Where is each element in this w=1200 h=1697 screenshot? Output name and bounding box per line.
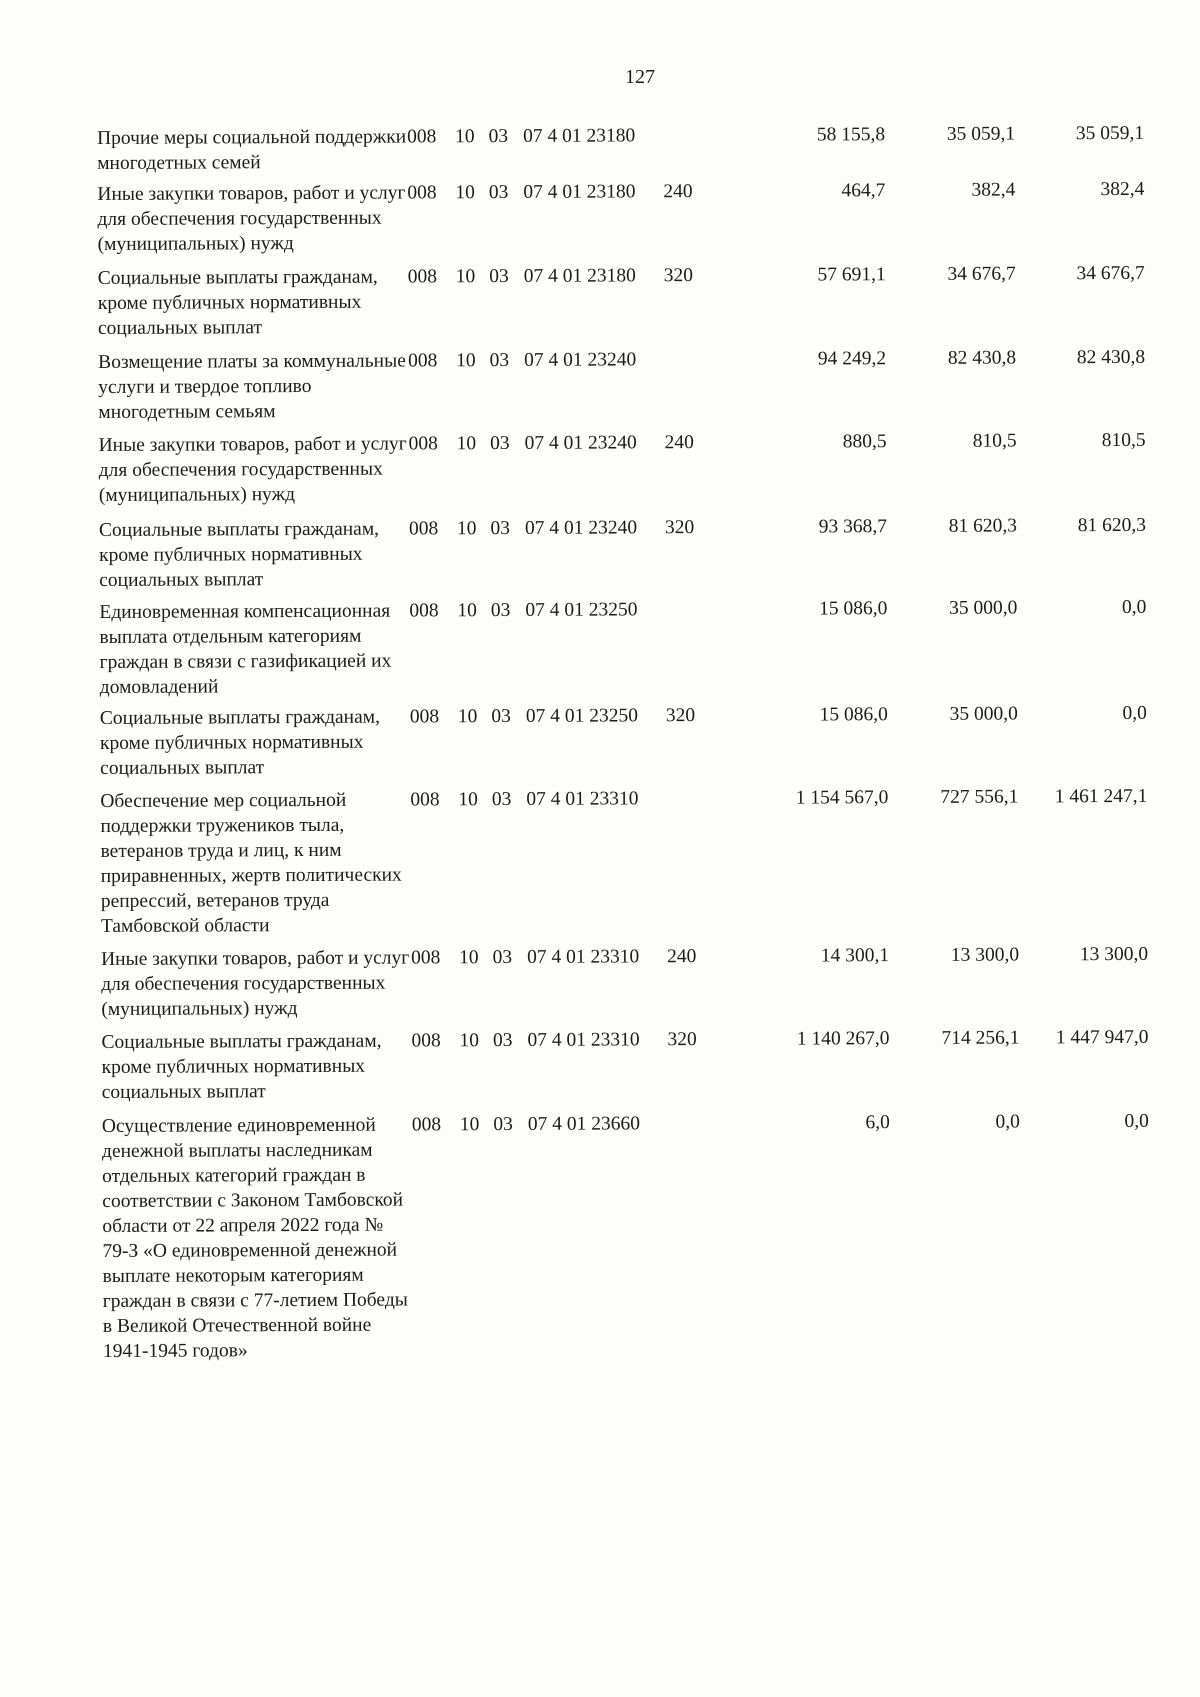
- amount-year-3: 0,0: [1124, 1110, 1149, 1132]
- table-row: [102, 1109, 1193, 1364]
- expense-name: Социальные выплаты гражданам, кроме публичных нормативных социальных выплат: [101, 1030, 382, 1103]
- amount-year-2: 810,5: [972, 430, 1017, 452]
- section-code: 10: [456, 518, 477, 540]
- target-article-code: 07 4 01 23660: [527, 1113, 641, 1135]
- section-code: 10: [455, 266, 476, 288]
- section-subsection-code: [456, 1112, 528, 1137]
- amount-year-1: 6,0: [865, 1112, 890, 1134]
- amount-year-3: 0,0: [1121, 596, 1147, 618]
- target-article-code: 07 4 01 23310: [527, 1029, 640, 1051]
- amount-year-2: 13 300,0: [950, 944, 1020, 966]
- section-code: 10: [459, 947, 479, 969]
- section-code: 10: [456, 350, 476, 372]
- department-code: 008: [411, 947, 441, 969]
- table-body: [97, 121, 1193, 1364]
- amount-year-2: 35 000,0: [949, 597, 1018, 619]
- target-article-code: 07 4 01 23240: [524, 432, 637, 454]
- target-article-code: 07 4 01 23180: [523, 265, 636, 287]
- subsection-code: 03: [491, 788, 512, 811]
- amount-year-1: 464,7: [841, 180, 886, 202]
- subsection-code: 03: [492, 1029, 513, 1052]
- department-code: 008: [409, 706, 440, 728]
- section-subsection-code: [453, 598, 525, 623]
- expense-name: Иные закупки товаров, работ и услуг для обеспечения государственных (муниципальных) нужд: [101, 947, 410, 1020]
- subsection-code: 03: [489, 265, 509, 288]
- amount-year-1: 1 154 567,0: [795, 787, 889, 809]
- amount-year-1: 880,5: [842, 431, 887, 453]
- amount-year-2: 82 430,8: [947, 347, 1017, 369]
- department-code: 008: [408, 433, 438, 455]
- amount-year-3: 81 620,3: [1077, 514, 1147, 537]
- page-number: 127: [625, 66, 655, 88]
- expense-type-code: 240: [664, 432, 694, 454]
- section-subsection-code: [451, 124, 523, 149]
- target-article-code: 07 4 01 23180: [523, 125, 636, 147]
- section-subsection-code: [452, 348, 524, 373]
- expense-name: Социальные выплаты гражданам, кроме публичных нормативных социальных выплат: [97, 266, 378, 339]
- amount-year-2: 35 000,0: [949, 703, 1018, 725]
- subsection-code: 03: [488, 181, 509, 204]
- section-subsection-code: [454, 704, 526, 729]
- section-subsection-code: [452, 264, 524, 289]
- subsection-code: 03: [490, 432, 510, 455]
- target-article-code: 07 4 01 23310: [527, 946, 640, 968]
- table-row: [100, 784, 1191, 939]
- subsection-code: 03: [489, 349, 510, 372]
- section-code: 10: [459, 1114, 480, 1136]
- amount-year-1: 15 086,0: [819, 704, 888, 726]
- amount-year-3: 34 676,7: [1076, 262, 1145, 285]
- budget-table: [97, 121, 1193, 1364]
- expense-type-code: 320: [663, 265, 694, 287]
- table-row: [97, 121, 1187, 176]
- expense-name: Обеспечение мер социальной поддержки тружеников тыла, ветеранов труда и лиц, к ним приравненных, жертв политических репрессий, ветеранов труда Тамбовской области: [100, 789, 402, 937]
- table-row: [99, 513, 1189, 593]
- target-article-code: 07 4 01 23250: [525, 705, 639, 727]
- subsection-code: 03: [493, 1113, 513, 1136]
- amount-year-3: 82 430,8: [1076, 346, 1146, 369]
- amount-year-3: 0,0: [1122, 702, 1147, 724]
- expense-name: Социальные выплаты гражданам, кроме публичных нормативных социальных выплат: [99, 706, 380, 779]
- amount-year-1: 14 300,1: [820, 945, 890, 967]
- target-article-code: 07 4 01 23240: [524, 349, 637, 371]
- expense-type-code: 320: [664, 517, 695, 539]
- section-code: 10: [455, 182, 475, 204]
- amount-year-2: 727 556,1: [940, 786, 1019, 808]
- section-subsection-code: [455, 945, 527, 970]
- section-code: 10: [457, 600, 477, 622]
- expense-type-code: 320: [667, 1029, 697, 1051]
- table-row: [101, 1025, 1191, 1105]
- expense-name: Социальные выплаты гражданам, кроме публичных нормативных социальных выплат: [98, 518, 380, 591]
- section-subsection-code: [454, 787, 526, 812]
- department-code: 008: [411, 1030, 441, 1052]
- amount-year-3: 35 059,1: [1075, 122, 1145, 145]
- expense-name: Возмещение платы за коммунальные услуги и твердое топливо многодетным семьям: [98, 350, 406, 423]
- subsection-code: 03: [492, 946, 513, 969]
- expense-name: Единовременная компенсационная выплата отдельным категориям граждан в связи с газификацией их домовладений: [99, 600, 392, 698]
- section-subsection-code: [451, 180, 523, 205]
- section-code: 10: [457, 706, 478, 728]
- subsection-code: 03: [490, 517, 511, 540]
- expense-name: Осуществление единовременной денежной выплаты наследникам отдельных категорий граждан в соответствии с Законом Тамбовской области от 22 апреля 2022 года № 79-З «О единовременной денежной выплате некоторым категориям граждан в связи с 77-летием Победы в Великой Отечественной войне 1941-1945 годов»: [101, 1114, 408, 1362]
- section-subsection-code: [453, 516, 525, 541]
- amount-year-2: 382,4: [971, 179, 1016, 201]
- amount-year-2: 0,0: [995, 1111, 1020, 1133]
- subsection-code: 03: [488, 125, 509, 148]
- table-row: [98, 345, 1188, 425]
- department-code: 008: [408, 350, 438, 372]
- amount-year-1: 1 140 267,0: [796, 1028, 890, 1050]
- amount-year-3: 382,4: [1100, 178, 1145, 201]
- amount-year-1: 94 249,2: [817, 348, 887, 370]
- amount-year-2: 35 059,1: [946, 123, 1016, 145]
- section-code: 10: [456, 433, 477, 455]
- amount-year-3: 810,5: [1101, 429, 1146, 452]
- table-row: [98, 261, 1188, 341]
- expense-name: Иные закупки товаров, работ и услуг для обеспечения государственных (муниципальных) нужд: [97, 182, 406, 255]
- amount-year-1: 93 368,7: [818, 516, 888, 538]
- department-code: 008: [409, 600, 439, 622]
- section-subsection-code: [455, 1028, 527, 1053]
- amount-year-3: 13 300,0: [1079, 943, 1149, 966]
- section-subsection-code: [452, 431, 524, 456]
- target-article-code: 07 4 01 23250: [525, 599, 638, 621]
- expense-type-code: 320: [665, 705, 696, 727]
- section-code: 10: [459, 1030, 480, 1052]
- target-article-code: 07 4 01 23180: [523, 181, 636, 203]
- table-row: [101, 942, 1191, 1022]
- department-code: 008: [411, 1114, 442, 1136]
- expense-name: Иные закупки товаров, работ и услуг для обеспечения государственных (муниципальных) нужд: [98, 433, 407, 506]
- target-article-code: 07 4 01 23310: [526, 788, 639, 810]
- department-code: 008: [407, 266, 438, 288]
- table-row: [99, 428, 1189, 508]
- department-code: 008: [410, 789, 440, 811]
- table-row: [99, 595, 1189, 700]
- amount-year-1: 58 155,8: [816, 124, 886, 146]
- amount-year-2: 34 676,7: [947, 263, 1016, 285]
- amount-year-2: 714 256,1: [941, 1027, 1020, 1049]
- table-row: [100, 701, 1190, 781]
- section-code: 10: [455, 126, 475, 148]
- amount-year-1: 15 086,0: [819, 598, 888, 620]
- amount-year-3: 1 461 247,1: [1054, 785, 1148, 808]
- section-code: 10: [458, 789, 478, 811]
- amount-year-1: 57 691,1: [817, 264, 886, 286]
- expense-name: Прочие меры социальной поддержки многодетных семей: [97, 126, 407, 174]
- expense-type-code: 240: [663, 181, 693, 203]
- department-code: 008: [408, 518, 439, 540]
- department-code: 008: [407, 182, 437, 204]
- table-row: [97, 177, 1187, 257]
- target-article-code: 07 4 01 23240: [524, 517, 638, 539]
- subsection-code: 03: [491, 705, 511, 728]
- subsection-code: 03: [490, 599, 511, 622]
- amount-year-3: 1 447 947,0: [1055, 1026, 1149, 1049]
- amount-year-2: 81 620,3: [948, 515, 1018, 537]
- department-code: 008: [407, 126, 437, 148]
- expense-type-code: 240: [667, 946, 697, 968]
